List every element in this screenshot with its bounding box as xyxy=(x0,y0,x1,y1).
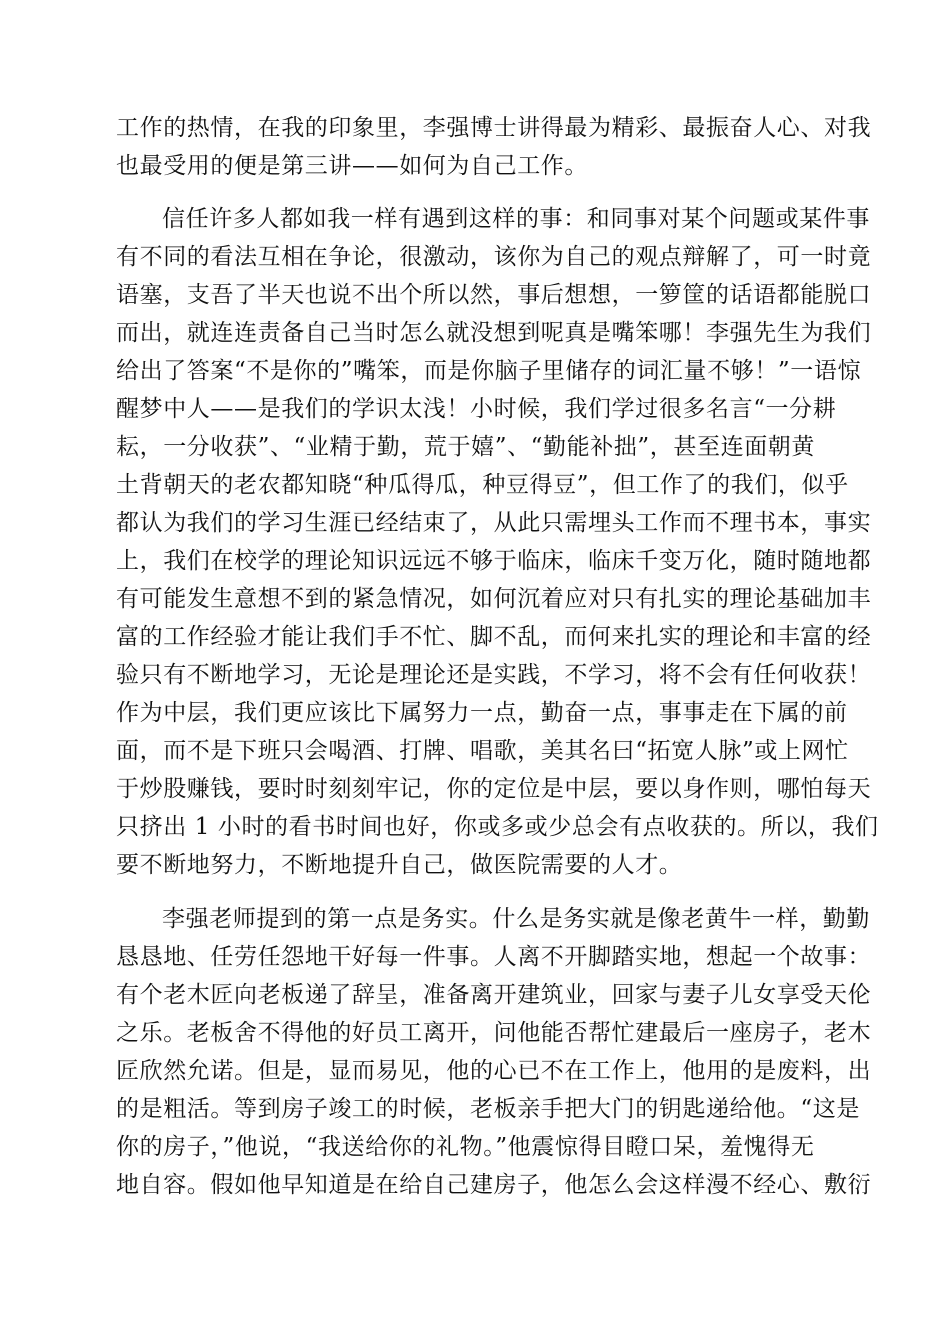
text-line: 面，而不是下班只会喝酒、打牌、唱歌，美其名曰“拓宽人脉”或上网忙 xyxy=(116,738,849,764)
text-line: 给出了答案“不是你的”嘴笨，而是你脑子里储存的词汇量不够！”一语惊 xyxy=(116,358,862,384)
text-line: 工作的热情，在我的印象里，李强博士讲得最为精彩、最振奋人心、对我 xyxy=(116,115,872,141)
text-line: 也最受用的便是第三讲——如何为自己工作。 xyxy=(116,153,588,179)
text-line: 只挤出 1 小时的看书时间也好，你或多或少总会有点收获的。所以，我们 xyxy=(116,814,879,840)
text-line: 而出，就连连责备自己当时怎么就没想到呢真是嘴笨哪！李强先生为我们 xyxy=(116,320,872,346)
text-line: 耘，一分收获”、“业精于勤，荒于嬉”、“勤能补拙”，甚至连面朝黄 xyxy=(116,434,815,460)
text-line: 都认为我们的学习生涯已经结束了，从此只需埋头工作而不理书本，事实 xyxy=(116,510,872,536)
text-line: 你的房子，”他说，“我送给你的礼物。”他震惊得目瞪口呆，羞愧得无 xyxy=(116,1134,815,1160)
text-line: 要不断地努力，不断地提升自己，做医院需要的人才。 xyxy=(116,852,683,878)
text-line: 之乐。老板舍不得他的好员工离开，问他能否帮忙建最后一座房子，老木 xyxy=(116,1020,872,1046)
text-line: 作为中层，我们更应该比下属努力一点，勤奋一点，事事走在下属的前 xyxy=(116,700,848,726)
text-line: 有不同的看法互相在争论，很激动，该你为自己的观点辩解了，可一时竟 xyxy=(116,244,872,270)
text-line: 地自容。假如他早知道是在给自己建房子，他怎么会这样漫不经心、敷衍 xyxy=(116,1172,872,1198)
text-line: 于炒股赚钱，要时时刻刻牢记，你的定位是中层，要以身作则，哪怕每天 xyxy=(116,776,872,802)
text-line: 有个老木匠向老板递了辞呈，准备离开建筑业，回家与妻子儿女享受天伦 xyxy=(116,982,872,1008)
text-line: 富的工作经验才能让我们手不忙、脚不乱，而何来扎实的理论和丰富的经 xyxy=(116,624,872,650)
text-line: 有可能发生意想不到的紧急情况，如何沉着应对只有扎实的理论基础加丰 xyxy=(116,586,872,612)
text-line: 匠欣然允诺。但是，显而易见，他的心已不在工作上，他用的是废料，出 xyxy=(116,1058,872,1084)
text-line: 上，我们在校学的理论知识远远不够于临床，临床千变万化，随时随地都 xyxy=(116,548,872,574)
text-line: 的是粗活。等到房子竣工的时候，老板亲手把大门的钥匙递给他。“这是 xyxy=(116,1096,860,1122)
text-line: 语塞，支吾了半天也说不出个所以然，事后想想，一箩筐的话语都能脱口 xyxy=(116,282,872,308)
text-line: 验只有不断地学习，无论是理论还是实践，不学习，将不会有任何收获！ xyxy=(116,662,872,688)
text-line: 醒梦中人——是我们的学识太浅！小时候，我们学过很多名言“一分耕 xyxy=(116,396,837,422)
paragraph-start-line: 李强老师提到的第一点是务实。什么是务实就是像老黄牛一样，勤勤 xyxy=(162,906,870,932)
text-line: 恳恳地、任劳任怨地干好每一件事。人离不开脚踏实地，想起一个故事： xyxy=(116,944,872,970)
text-line: 土背朝天的老农都知晓“种瓜得瓜，种豆得豆”，但工作了的我们，似乎 xyxy=(116,472,849,498)
paragraph-start-line: 信任许多人都如我一样有遇到这样的事：和同事对某个问题或某件事 xyxy=(162,206,870,232)
